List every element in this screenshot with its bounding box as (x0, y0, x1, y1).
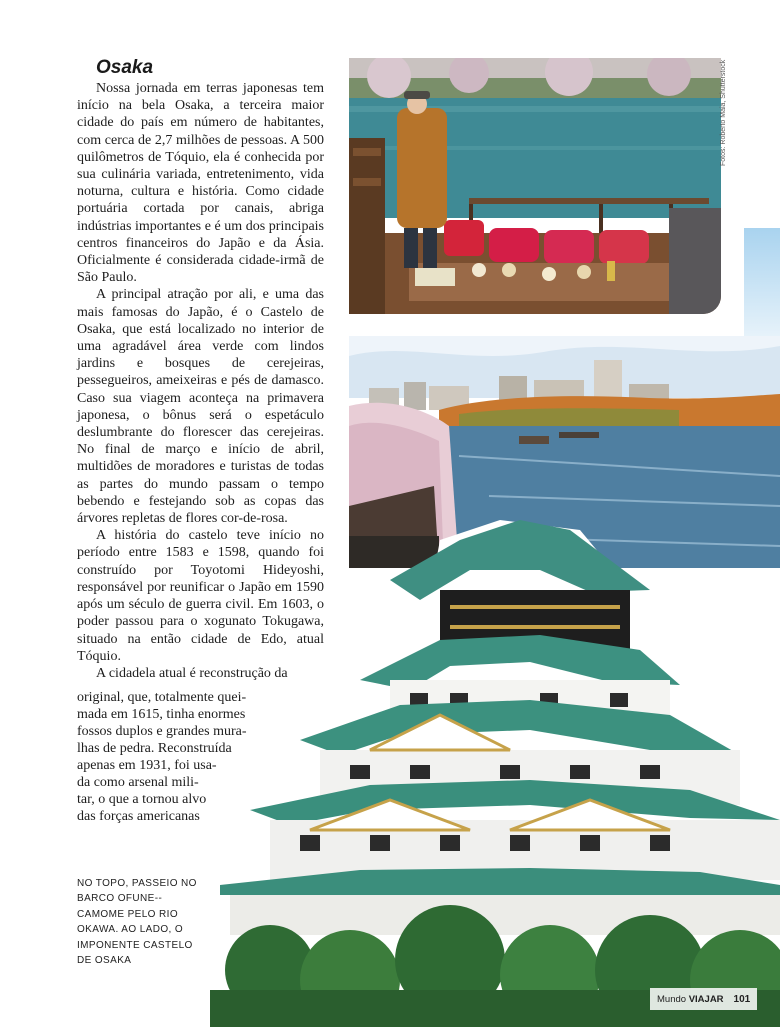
photo-credit: Fotos: Roberto Maia, Shutterstock (720, 59, 727, 166)
text-line: apenas em 1931, foi usa- (77, 758, 217, 773)
text-line: da como arsenal mili- (77, 775, 199, 790)
text-line: tar, o que a tornou alvo (77, 792, 207, 807)
page-number: 101 (733, 993, 751, 1005)
magazine-name: VIAJAR (688, 993, 724, 1005)
castle-photo (210, 500, 780, 1027)
paragraph-castle: A principal atração por ali, e uma das mais famosas do Japão, é o Castelo de Osaka, que está localizado no interior de uma agradável área verde com lindos jardins e bosques de cerejeiras, pessegueiros, ameixeiras e pés de damasco. Caso sua viagem aconteça na primavera japonesa, o bônus será o espetáculo deslumbrante do florescer das cerejeiras. No final de março e início de abril, multidões de moradores e turistas de todas as partes do mundo passam o tempo bebendo e festejando sob as copas das árvores repletas de flores cor-de-rosa. (77, 287, 324, 527)
text-line: lhas de pedra. Reconstruída (77, 741, 232, 756)
paragraph-citadel: A cidadela atual é reconstrução da (96, 665, 288, 681)
photo-caption: NO TOPO, PASSEIO NO BARCO OFUNE--CAMOME PELO RIO OKAWA. AO LADO, O IMPONENTE CASTELO DE OSAKA (77, 878, 197, 967)
text-line: das forças americanas (77, 809, 200, 824)
magazine-brand (657, 994, 724, 1005)
paragraph-intro: Nossa jornada em terras japonesas tem início na bela Osaka, a terceira maior cidade do país em número de habitantes, com cerca de 2,7 milhões de pessoas. A 500 quilômetros de Tóquio, ela é conhecida por sua culinária variada, entretenimento, vida noturna, cultura e história. Como cidade portuária cortada por canais, abriga indústrias importantes e é um dos principais centros financeiros do Japão e da Ásia. Oficialmente é considerada cidade-irmã de São Paulo. (77, 81, 324, 286)
text-line: mada em 1615, tinha enormes (77, 707, 246, 722)
sky-strip (744, 228, 780, 336)
magazine-prefix: Mundo (657, 993, 687, 1005)
text-line: original, que, totalmente quei- (77, 690, 247, 705)
text-line: fossos duplos e grandes mura- (77, 724, 247, 739)
section-title: Osaka (96, 57, 154, 78)
paragraph-history: A história do castelo teve início no período entre 1583 e 1598, quando foi construído por Toyotomi Hideyoshi, responsável por reunificar o Japão em 1590 após um século de guerra civil. Em 1603, o poder passou para o xogunato Tokugawa, situado na então cidade de Edo, atual Tóquio. (77, 528, 324, 664)
page-footer (650, 988, 757, 1010)
boat-photo (349, 58, 721, 314)
